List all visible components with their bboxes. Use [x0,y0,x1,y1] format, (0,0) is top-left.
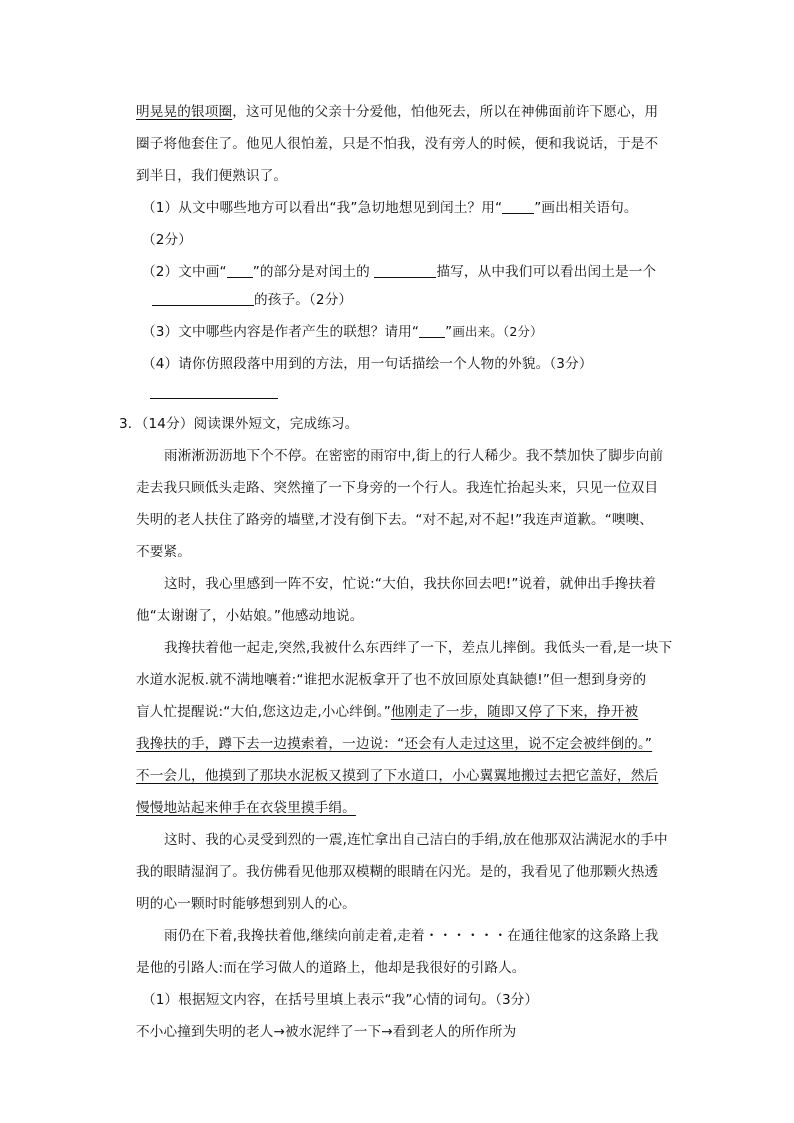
passage-line-3: 到半日，我们便熟识了。 [136,168,288,184]
question-2-1-score: （2分） [142,232,193,248]
p3-line-3: 盲人忙提醒说:“大伯,您这边走,小心绊倒。”他刚走了一步，随即又停了下来，挣开被 [136,704,639,720]
p2-line-1: 这时，我心里感到一阵不安，忙说:“大伯，我扶你回去吧!”说着，就伸出手搀扶着 [164,576,656,592]
answer-blank[interactable] [502,199,534,214]
question-3-1: （1）根据短文内容，在括号里填上表示“我”心情的词句。（3分） [142,992,539,1008]
answer-blank[interactable] [374,263,436,278]
question-2-2: （2）文中画“ ”的部分是对闰土的 描写，从中我们可以看出闰土是一个 [142,264,657,280]
p1-line-4: 不要紧。 [136,544,191,560]
p5-line-2: 是他的引路人:而在学习做人的道路上，他却是我很好的引路人。 [136,960,526,976]
passage-line-1: 明晃晃的银项圈，这可见他的父亲十分爱他，怕他死去，所以在神佛面前许下愿心，用 [136,104,659,120]
p4-line-1: 这时、我的心灵受到烈的一震,连忙拿出自己洁白的手绢,放在他那双沾满泥水的手中 [164,832,668,848]
underlined-phrase: 明晃晃的银项圈 [136,104,233,120]
p3-line-5: 不一会儿，他摸到了那块水泥板又摸到了下水道口，小心翼翼地搬过去把它盖好，然后 [136,768,659,784]
answer-blank[interactable] [419,323,445,338]
section-3-header: 3．（14分）阅读课外短文，完成练习。 [119,416,359,432]
p3-line-2: 水道水泥板.就不满地嚷着:“谁把水泥板拿开了也不放回原处真缺德!”但一想到身旁的 [136,672,647,688]
answer-blank[interactable] [152,291,254,306]
mood-flow-line: 不小心撞到失明的老人→被水泥绊了一下→看到老人的所作所为 [136,1024,517,1040]
p4-line-2: 我的眼睛湿润了。我仿佛看见他那双模糊的眼睛在闪光。是的，我看见了他那颗火热透 [136,864,659,880]
underlined-sentence: 他刚走了一步，随即又停了下来，挣开被 [390,704,639,720]
p1-line-3: 失明的老人扶住了路旁的墙壁,才没有倒下去。“对不起,对不起!”我连声道歉。“噢噢、 [136,512,654,528]
answer-line[interactable] [150,398,278,399]
p1-line-1: 雨淅淅沥沥地下个不停。在密密的雨帘中,街上的行人稀少。我不禁加快了脚步向前 [164,448,664,464]
question-2-4: （4）请你仿照段落中用到的方法，用一句话描绘一个人物的外貌。（3分） [142,356,593,372]
answer-blank[interactable] [227,263,253,278]
p3-line-1: 我搀扶着他一起走,突然,我被什么东西绊了一下，差点儿摔倒。我低头一看,是一块下 [164,640,673,656]
p2-line-2: 他“太谢谢了，小姑娘。”他感动地说。 [136,608,364,624]
question-2-1: （1）从文中哪些地方可以看出“我”急切地想见到闰土？用“ ”画出相关语句。 [142,200,638,216]
question-2-3: （3）文中哪些内容是作者产生的联想？请用“ ”画出来。（2分） [142,324,543,340]
passage-line-2: 圈子将他套住了。他见人很怕羞，只是不怕我，没有旁人的时候，便和我说话，于是不 [136,136,659,152]
p3-line-4: 我搀扶的手，蹲下去一边摸索着，一边说：“还会有人走过这里，说不定会被绊倒的。” [136,736,653,752]
p4-line-3: 明的心一颗时时能够想到别人的心。 [136,896,356,912]
question-2-2-cont: 的孩子。（2分） [152,290,352,310]
p3-line-6: 慢慢地站起来伸手在衣袋里摸手绢。 [136,800,356,816]
p1-line-2: 走去我只顾低头走路、突然撞了一下身旁的一个行人。我连忙抬起头来，只见一位双目 [136,480,659,496]
p5-line-1: 雨仍在下着,我搀扶着他,继续向前走着,走着・・・・・・在通往他家的这条路上我 [164,928,659,944]
